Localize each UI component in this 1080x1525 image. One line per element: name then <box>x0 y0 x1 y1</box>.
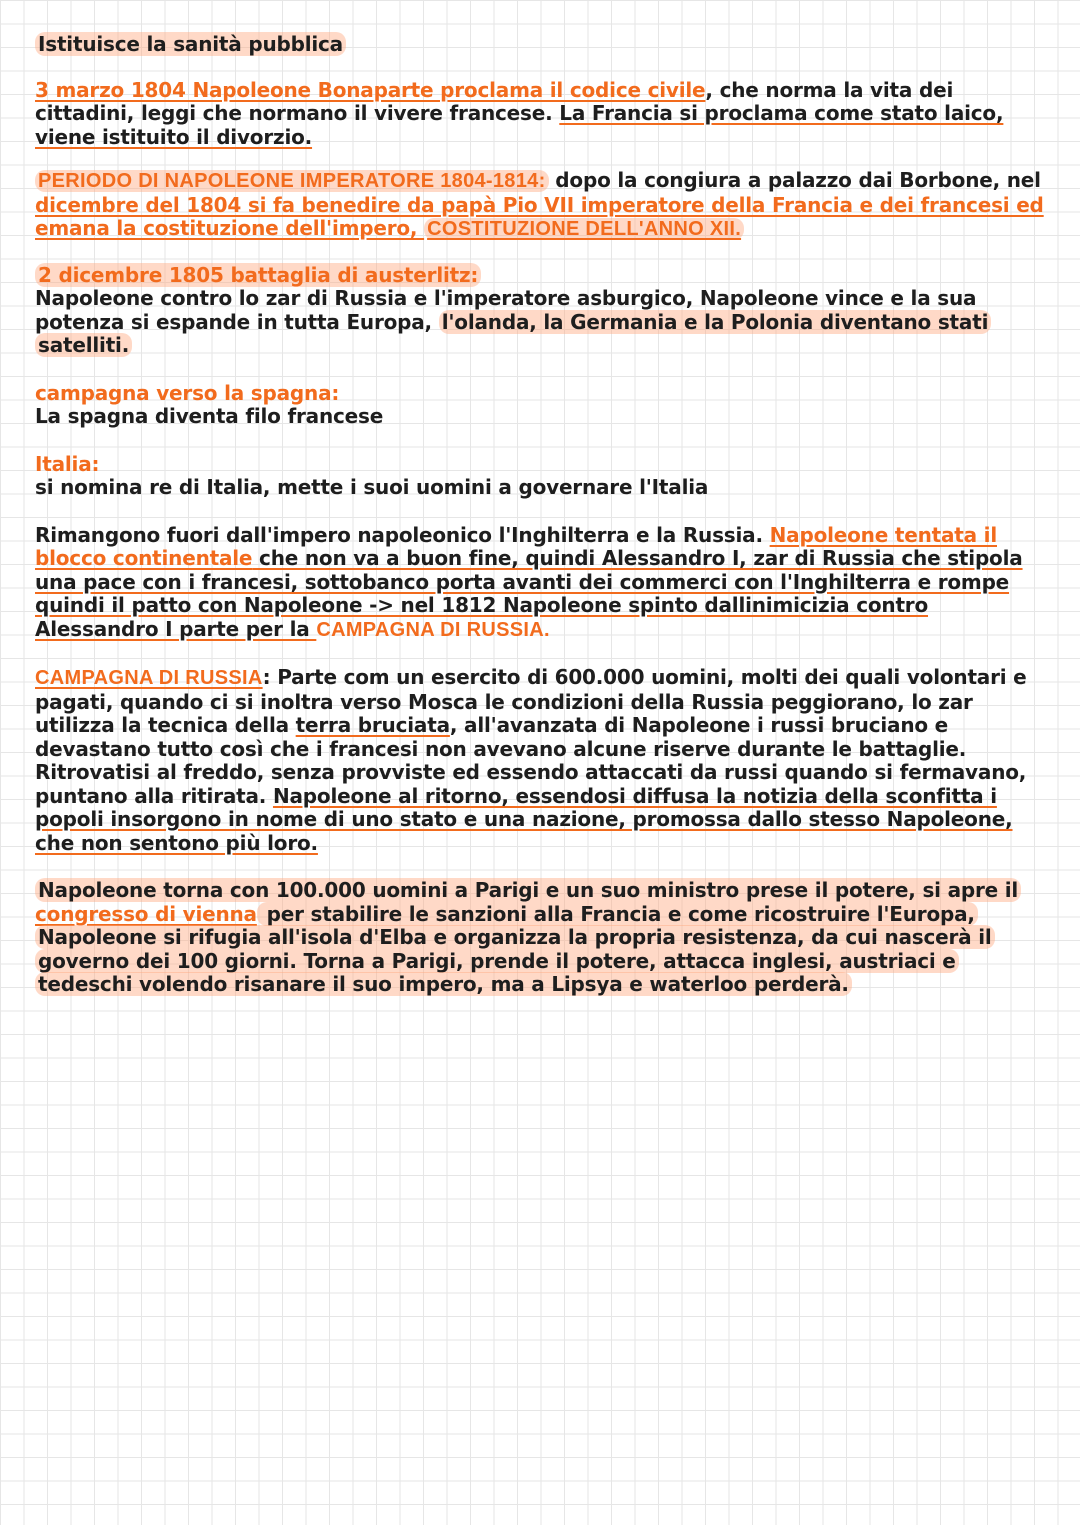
note-civil-code <box>35 79 1045 150</box>
russia-campaign-text: : Parte com un esercito di 600.000 uomini, molti dei quali volontari e pagati, quando ci si inoltra verso Mosca le condizioni della Russia peggiorano, lo zar utilizza la tecnica della <box>35 665 1027 737</box>
note-spain-heading <box>35 382 1045 406</box>
note-italy-text <box>35 476 1045 500</box>
notes-page <box>35 33 1045 997</box>
civil-code-text: , che norma la vita dei cittadini, leggi che normano il vivere francese. <box>35 77 954 125</box>
spain-heading: campagna verso la spagna: <box>35 380 340 405</box>
civil-code-heading: 3 marzo 1804 Napoleone Bonaparte proclama il codice civile <box>35 77 706 102</box>
hundred-days-text: per stabilire le sanzioni alla Francia e come ricostruire l'Europa, Napoleone si rifugia all'isola d'Elba e organizza la propria resistenza, da cui nascerà il governo dei 100 giorni. Torna a Parigi, prende il potere, attacca inglesi, austriaci e tedeschi volendo risanare il suo impero, ma a Lipsya e waterloo perderà. <box>35 902 995 997</box>
secular-state-text: La Francia si proclama come stato laico, viene istituito il divorzio. <box>35 101 1004 149</box>
note-continental-blockade <box>35 524 1045 643</box>
emperor-period-text: dopo la congiura a palazzo dai Borbone, nel <box>548 168 1041 192</box>
russia-campaign-heading: CAMPAGNA DI RUSSIA <box>35 667 263 689</box>
note-public-health <box>35 33 1045 57</box>
russia-campaign-ref: CAMPAGNA DI RUSSIA. <box>316 618 550 641</box>
scorched-earth-text: terra bruciata <box>295 713 450 737</box>
note-spain-text <box>35 405 1045 429</box>
blockade-text: che non va a buon fine, quindi Alessandro I, zar di Russia che stipola una pace con i francesi, sottobanco porta avanti dei commerci con l'Inghilterra e rompe quindi il patto con Napoleone -> nel 1812 Napoleone spinto dallinimicizia contro Alessandro I parte per la <box>35 546 1023 641</box>
note-italy-heading <box>35 453 1045 477</box>
emperor-period-heading: PERIODO DI NAPOLEONE IMPERATORE 1804-1814: <box>35 170 549 192</box>
blockade-highlight-text: Napoleone tentata il blocco continentale <box>35 522 997 570</box>
return-paris-text: Napoleone torna con 100.000 uomini a Parigi e un suo ministro prese il potere, si apre il <box>35 878 1021 902</box>
note-austerlitz-heading <box>35 264 1045 288</box>
austerlitz-text: Napoleone contro lo zar di Russia e l'imperatore asburgico, Napoleone vince e la sua potenza si espande in tutta Europa, <box>35 286 977 334</box>
note-emperor-period <box>35 169 1045 242</box>
highlighted-text: Istituisce la sanità pubblica <box>35 32 346 56</box>
italy-heading: Italia: <box>35 451 100 476</box>
note-russia-campaign <box>35 666 1045 855</box>
note-austerlitz-text <box>35 287 1045 358</box>
nationalism-text: Napoleone al ritorno, essendosi diffusa la notizia della sconfitta i popoli insorgono in nome di uno stato e una nazione, promossa dallo stesso Napoleone, che non sentono più loro. <box>35 783 1013 855</box>
vienna-congress-text: congresso di vienna <box>35 901 257 926</box>
italy-text: si nomina re di Italia, mette i suoi uomini a governare l'Italia <box>35 475 709 499</box>
satellite-states-text: l'olanda, la Germania e la Polonia diventano stati satelliti. <box>35 310 991 358</box>
russia-retreat-text: , all'avanzata di Napoleone i russi bruciano e devastano tutto così che i francesi non avevano alcune riserve durante le battaglie. Ritrovatisi al freddo, senza provviste ed essendo attaccati da russi quando si fermavano, puntano alla ritirata. <box>35 713 1027 808</box>
blockade-intro-text: Rimangono fuori dall'impero napoleonico l'Inghilterra e la Russia. <box>35 522 770 547</box>
constitution-text: COSTITUZIONE DELL'ANNO XII. <box>424 218 744 240</box>
coronation-text: dicembre del 1804 si fa benedire da papà Pio VII imperatore della Francia e dei francesi ed emana la costituzione dell'impero, <box>35 192 1044 240</box>
spain-text: La spagna diventa filo francese <box>35 404 384 428</box>
austerlitz-heading: 2 dicembre 1805 battaglia di austerlitz: <box>35 263 481 287</box>
note-vienna-congress <box>35 879 1045 997</box>
